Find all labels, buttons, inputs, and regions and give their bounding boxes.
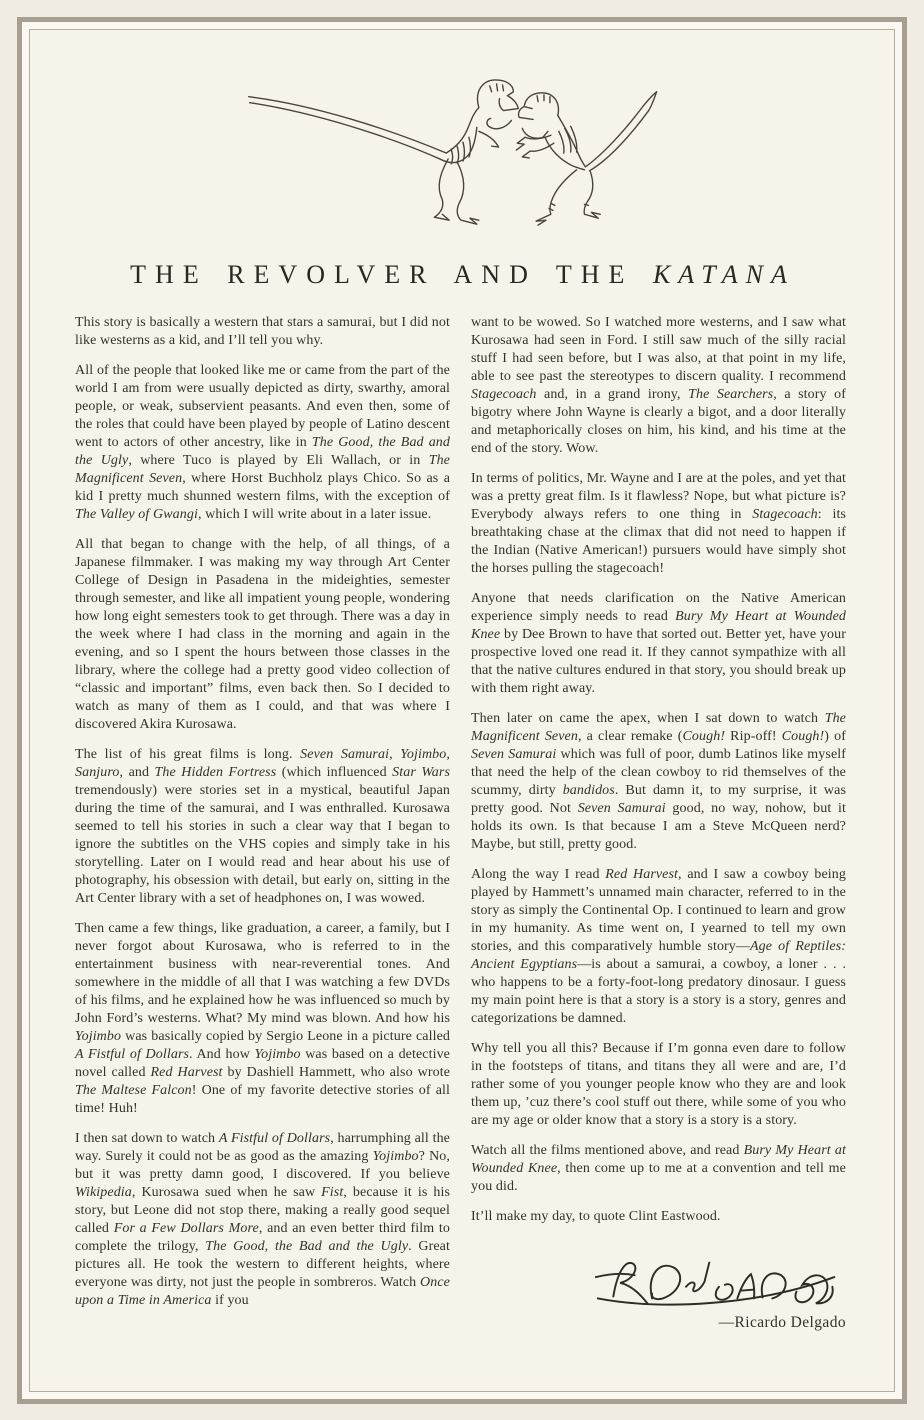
paragraph: Along the way I read Red Harvest, and I saw a cowboy being played by Hammett’s unnamed main character, referred to in the story as simply the Continental Op. I continued to learn and grow in my humanity. As time went on, I yearned to tell my own stories, and this comparatively humble story—Age of Reptiles: Ancient Egyptians—is about a samurai, a cowboy, a loner . . . who happens to be a forty-foot-long predatory dinosaur. I guess my main point here is that a story is a story is a story, genres and categorizations be damned. (471, 867, 847, 1026)
paragraph: Anyone that needs clarification on the Native American experience simply needs to read Bury My Heart at Wounded Knee by Dee Brown to have that sorted out. Better yet, have your prospective loved one read it. If they cannot sympathize with all that the native cultures endured in that story, you should break up with them right away. (471, 591, 846, 696)
page-content (30, 30, 894, 1332)
author-name: —Ricardo Delgado (718, 1314, 846, 1331)
dinosaur-skeletons-illustration (245, 76, 681, 236)
signature-block (471, 1248, 846, 1332)
text-columns (75, 314, 850, 1332)
signature-handwriting (592, 1248, 844, 1312)
paragraph: Why tell you all this? Because if I’m gonna even dare to follow in the footsteps of titans, and titans they all were and are, I’d rather some of you younger people know who they are and look them up, ’cuz there’s cool stuff out there, while some of you who are my age or older know that a story is a story is a story. (471, 1041, 846, 1128)
page-frame-inner (29, 29, 895, 1392)
paragraph: This story is basically a western that stars a samurai, but I did not like westerns as a kid, and I’ll tell you why. (75, 315, 450, 348)
page-frame (17, 17, 907, 1404)
paragraph: Then came a few things, like graduation, a career, a family, but I never forgot about Kurosawa, who is referred to in the entertainment business with near-reverential tones. And somewhere in the middle of all that I was watching a few DVDs of his films, and he explained how he was influenced so much by John Ford’s westerns. What? My mind was blown. And how his Yojimbo was basically copied by Sergio Leone in a picture called A Fistful of Dollars. And how Yojimbo was based on a detective novel called Red Harvest by Dashiell Hammett, who also wrote The Maltese Falcon! One of my favorite detective stories of all time! Huh! (75, 921, 451, 1116)
left-column (75, 314, 450, 1332)
page-title: THE REVOLVER AND THE KATANA (130, 260, 795, 289)
paragraph: I then sat down to watch A Fistful of Dollars, harrumphing all the way. Surely it could not be as good as the amazing Yojimbo? No, but it was pretty damn good, I discovered. If you believe Wikipedia, Kurosawa sued when he saw Fist, because it is his story, but Leone did not stop there, making a really good sequel called For a Few Dollars More, and an even better third film to complete the trilogy, The Good, the Bad and the Ugly. Great pictures all. He took the western to different heights, where everyone was dirty, not just the people in sombreros. Watch Once upon a Time in America if you (75, 1131, 450, 1308)
paragraph: want to be wowed. So I watched more westerns, and I saw what Kurosawa had seen in Ford. I still saw much of the silly racial stuff I had seen before, but I was also, at that point in my life, able to see past the stereotypes to discern quality. I recommend Stagecoach and, in a grand irony, The Searchers, a story of bigotry where John Wayne is clearly a bigot, and a door literally and metaphorically closes on him, his kind, and his time at the end of the story. Wow. (471, 315, 846, 456)
paragraph: All that began to change with the help, of all things, of a Japanese filmmaker. I was making my way through Art Center College of Design in Pasadena in the mideighties, semester through semester, and like all impatient young people, wondering how long eight semesters took to get through. There was a day in the week where I had class in the morning and again in the evening, and so I spent the hours between those classes in the library, where the college had a pretty good video collection of “classic and important” films, even back then. So I decided to watch as many of them as I could, and that was where I discovered Akira Kurosawa. (75, 537, 450, 732)
paragraph: It’ll make my day, to quote Clint Eastwood. (471, 1209, 721, 1224)
right-column-text (471, 314, 846, 1226)
paragraph: Watch all the films mentioned above, and read Bury My Heart at Wounded Knee, then come up to me at a convention and tell me you did. (471, 1143, 846, 1194)
right-column (471, 314, 846, 1332)
paragraph: The list of his great films is long. Seven Samurai, Yojimbo, Sanjuro, and The Hidden Fortress (which influenced Star Wars tremendously) were stories set in a mystical, beautiful Japan during the time of the samurai, and I was enthralled. Kurosawa seemed to tell his stories in such a clear way that I began to ignore the subtitles on the VHS copies and simply take in his storytelling. Later on I would read and hear about his use of photography, his obsession with detail, but early on, sitting in the Art Center library with a set of headphones on, I was wowed. (75, 747, 451, 906)
paragraph: All of the people that looked like me or came from the part of the world I am from were usually depicted as dirty, swarthy, amoral people, or weak, subservient peasants. And even then, some of the roles that could have been played by people of Latino descent went to actors of other ancestry, like in The Good, the Bad and the Ugly, where Tuco is played by Eli Wallach, or in The Magnificent Seven, where Horst Buchholz plays Chico. So as a kid I pretty much shunned western films, with the exception of The Valley of Gwangi, which I will write about in a later issue. (75, 363, 451, 522)
paragraph: Then later on came the apex, when I sat down to watch The Magnificent Seven, a clear remake (Cough! Rip-off! Cough!) of Seven Samurai which was full of poor, dumb Latinos like myself that need the help of the clean cowboy to rid themselves of the scummy, dirty bandidos. But damn it, to my surprise, it was pretty good. Not Seven Samurai good, no way, nohow, but it holds its own. Is that because I am a Steve McQueen nerd? Maybe, but still, pretty good. (471, 711, 847, 852)
header-illustration (75, 76, 850, 238)
paragraph: In terms of politics, Mr. Wayne and I are at the poles, and yet that was a pretty great film. Is it flawless? Nope, but what picture is? Everybody always refers to one thing in Stagecoach: its breathtaking chase at the climax that did not need to happen if the Indian (Native American!) pursuers would have simply shot the horses pulling the stagecoach! (471, 471, 846, 576)
